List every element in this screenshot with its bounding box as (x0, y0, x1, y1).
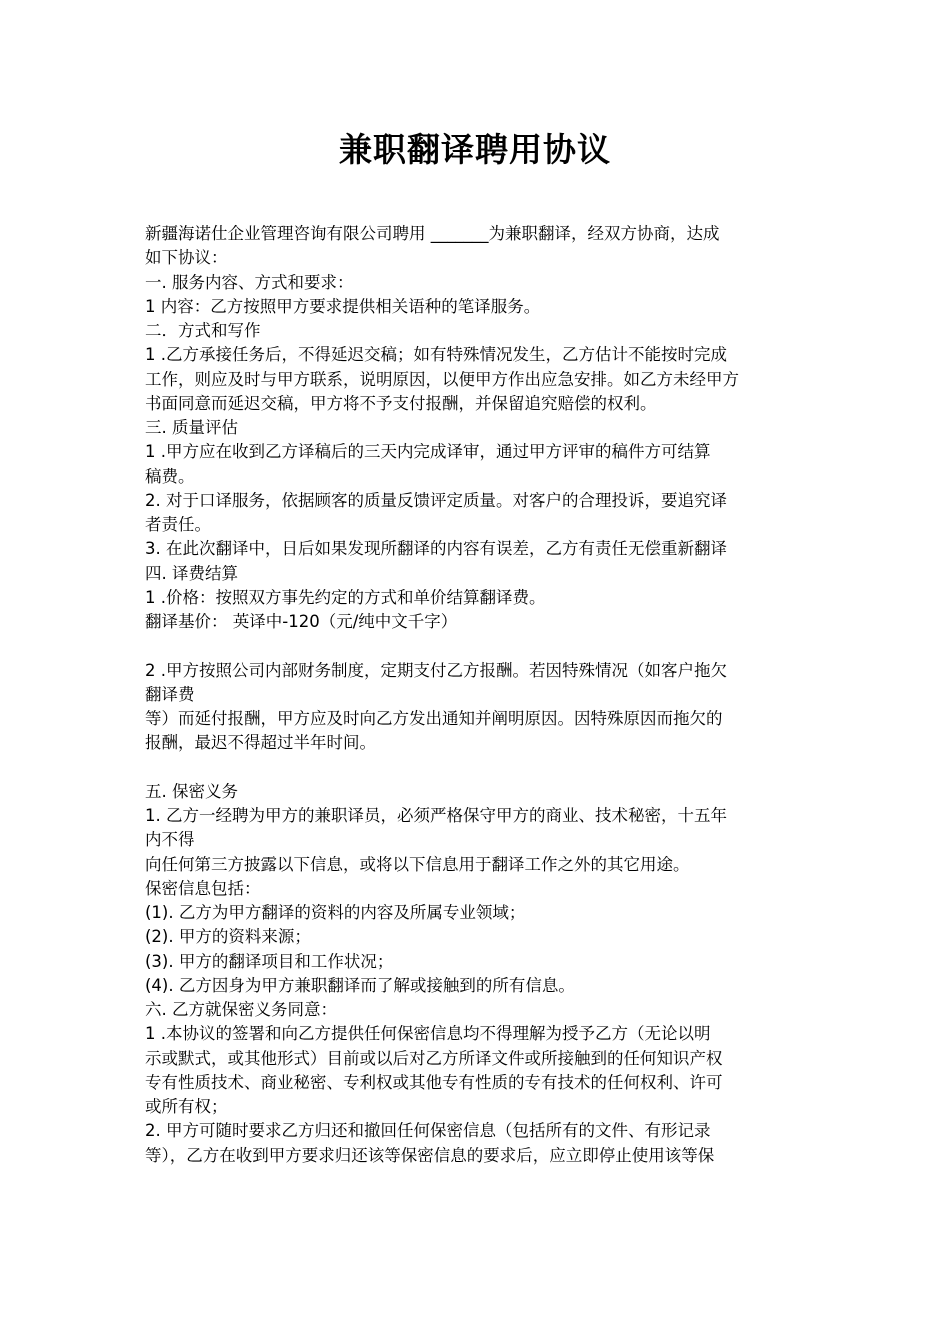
document-body (145, 222, 810, 1168)
blank-line (145, 756, 810, 780)
text-line: 2. 甲方可随时要求乙方归还和撤回任何保密信息（包括所有的文件、有形记录 (145, 1121, 711, 1141)
text-line: (1). 乙方为甲方翻译的资料的内容及所属专业领域； (145, 903, 526, 922)
text-line: 如下协议： (145, 248, 228, 268)
text-line: 翻译基价： 英译中-120（元/纯中文千字） (145, 612, 458, 631)
blank-line (145, 634, 810, 658)
text-line: 或所有权； (145, 1097, 228, 1116)
text-line: 报酬，最迟不得超过半年时间。 (145, 733, 376, 753)
text-line: 2 .甲方按照公司内部财务制度，定期支付乙方报酬。若因特殊情况（如客户拖欠 (145, 660, 727, 680)
text-line: (2). 甲方的资料来源； (145, 927, 311, 947)
text-line: 书面同意而延迟交稿，甲方将不予支付报酬，并保留追究赔偿的权利。 (145, 393, 657, 413)
text-line: 1 .甲方应在收到乙方译稿后的三天内完成译审，通过甲方评审的稿件方可结算 (145, 442, 711, 462)
text-line: 稿费。 (145, 466, 195, 486)
text-line: 2. 对于口译服务，依据顾客的质量反馈评定质量。对客户的合理投诉，要追究译 (145, 490, 727, 510)
text-line: 示或默式，或其他形式）目前或以后对乙方所译文件或所接触到的任何知识产权 (145, 1048, 723, 1068)
text-line: 1. 乙方一经聘为甲方的兼职译员，必须严格保守甲方的商业、技术秘密，十五年 (145, 806, 727, 825)
text-line: 翻译费 (145, 684, 195, 704)
text-line: 专有性质技术、商业秘密、专利权或其他专有性质的专有技术的任何权利、许可 (145, 1072, 723, 1092)
text-line: 3. 在此次翻译中，日后如果发现所翻译的内容有误差，乙方有责任无偿重新翻译 (145, 539, 727, 559)
text-line: 等）而延付报酬，甲方应及时向乙方发出通知并阐明原因。因特殊原因而拖欠的 (145, 709, 723, 728)
text-line: 五. 保密义务 (145, 781, 238, 801)
text-line: 等），乙方在收到甲方要求归还该等保密信息的要求后，应立即停止使用该等保 (145, 1145, 715, 1165)
text-line: 向任何第三方披露以下信息，或将以下信息用于翻译工作之外的其它用途。 (145, 854, 690, 874)
text-line: 四. 译费结算 (145, 563, 238, 583)
text-line: 工作，则应及时与甲方联系，说明原因，以便甲方作出应急安排。如乙方未经甲方 (145, 369, 739, 389)
text-line: 三. 质量评估 (145, 418, 238, 437)
text-line: (3). 甲方的翻译项目和工作状况； (145, 951, 394, 971)
text-line: 内不得 (145, 830, 195, 850)
text-line: 1 .乙方承接任务后，不得延迟交稿；如有特殊情况发生，乙方估计不能按时完成 (145, 345, 727, 365)
text-line: (4). 乙方因身为甲方兼职翻译而了解或接触到的所有信息。 (145, 975, 575, 995)
text-line: 者责任。 (145, 515, 211, 534)
document-title: 兼职翻译聘用协议 (339, 130, 611, 169)
text-line: 保密信息包括： (145, 878, 261, 898)
text-line: 一. 服务内容、方式和要求： (145, 272, 354, 292)
text-line: 二．方式和写作 (145, 321, 261, 340)
text-line: 新疆海诺仕企业管理咨询有限公司聘用 _______为兼职翻译，经双方协商，达成 (145, 224, 720, 243)
text-line: 六. 乙方就保密义务同意： (145, 1000, 337, 1019)
text-line: 1 内容：乙方按照甲方要求提供相关语种的笔译服务。 (145, 296, 541, 316)
text-line: 1 .价格：按照双方事先约定的方式和单价结算翻译费。 (145, 587, 546, 607)
text-line: 1 .本协议的签署和向乙方提供任何保密信息均不得理解为授予乙方（无论以明 (145, 1024, 711, 1044)
